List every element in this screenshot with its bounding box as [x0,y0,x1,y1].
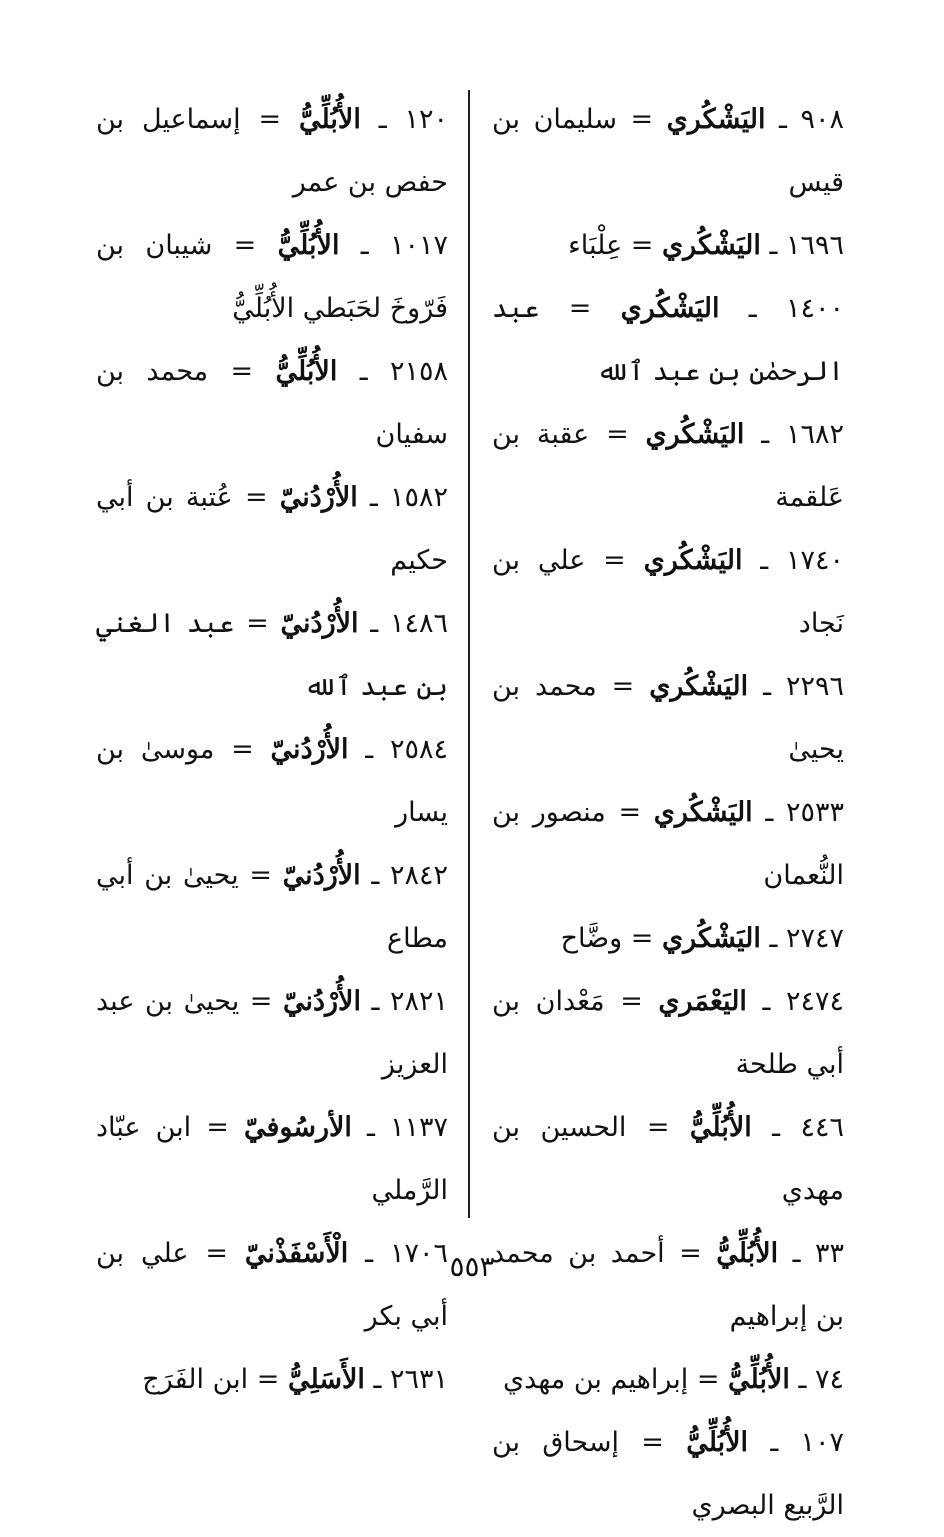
entry-number: ١٢٠ [404,104,448,135]
entry-separator: ـ [360,104,405,135]
entry-separator: ـ [742,545,786,576]
index-entry [96,340,448,466]
index-entry [96,592,448,718]
entry-nisba: الأُبُلِّيُّ [298,104,361,135]
entry-name: = عقبة بن عَلقمة [492,419,844,513]
entry-nisba: الأُبُلِّيُّ [728,1364,790,1395]
entry-name: = مَعْدان بن أبي طلحة [492,986,844,1080]
entry-number: ٢٦٣١ [389,1364,448,1395]
entry-separator: ـ [360,860,390,891]
entry-separator: ـ [348,734,390,765]
entry-separator: ـ [778,1238,815,1269]
entry-name: = عبد الغني بن عبد ٱلله [96,608,448,702]
index-entry [492,88,844,214]
entry-nisba: الأُرْدُنيّ [270,734,349,765]
index-entry [492,1222,844,1348]
entry-name: = إسحاق بن الرَّبيع البصري [492,1427,844,1521]
index-entry [492,403,844,529]
entry-number: ٢٢٩٦ [785,671,844,702]
entry-name: = يحيىٰ بن أبي مطاع [96,860,448,954]
entry-number: ١٧٤٠ [785,545,844,576]
entry-number: ١٤٨٦ [390,608,449,639]
entry-name: = علي بن أبي بكر [96,1238,448,1332]
entry-number: ٢٨٤٢ [390,860,449,891]
index-entry [492,214,844,277]
entry-separator: ـ [760,230,786,261]
index-entry [492,781,844,907]
entry-name: = ابن الفَرَج [142,1364,288,1395]
entry-nisba: الأُرْدُنيّ [280,608,359,639]
entry-separator: ـ [789,1364,815,1395]
entry-number: ٣٣ [815,1238,845,1269]
entry-name: = علي بن نَجاد [492,545,844,639]
entry-separator: ـ [357,482,390,513]
entry-separator: ـ [748,671,786,702]
entry-nisba: الأُرْدُنيّ [282,860,361,891]
index-entry [96,1096,448,1222]
entry-name: = عُتبة بن أبي حكيم [96,482,448,576]
page-number: ٥٥٣ [449,1250,495,1283]
entry-nisba: الأُرْدُنيّ [279,482,358,513]
entry-name: = سليمان بن قيس [492,104,844,198]
entry-number: ١١٣٧ [389,1112,448,1143]
entry-number: ٩٠٨ [800,104,844,135]
entry-separator: ـ [744,419,786,450]
entry-number: ١٦٩٦ [785,230,844,261]
entry-number: ٢٨٢١ [390,986,449,1017]
entry-separator: ـ [360,986,390,1017]
entry-separator: ـ [760,923,786,954]
entry-number: ١٠١٧ [389,230,448,261]
entry-separator: ـ [337,356,390,387]
entry-name: = وضَّاح [560,923,662,954]
index-column-left [96,88,448,1411]
entry-name: = منصور بن النُّعمان [492,797,844,891]
entry-name: = محمد بن سفيان [96,356,448,450]
entry-nisba: اليَشْكُري [645,419,745,450]
entry-number: ١٧٠٦ [390,1238,449,1269]
entry-nisba: الأُبُلِّيُّ [275,356,338,387]
index-entry [96,1222,448,1348]
entry-separator: ـ [351,1112,390,1143]
index-entry [492,970,844,1096]
entry-number: ٢٧٤٧ [785,923,844,954]
entry-nisba: الأُبُلِّيُّ [277,230,340,261]
entry-number: ٢٤٧٤ [785,986,844,1017]
entry-nisba: الأرسُوفيّ [243,1112,352,1143]
entry-number: ٢١٥٨ [389,356,448,387]
entry-separator: ـ [339,230,390,261]
entry-number: ٧٤ [814,1364,844,1395]
index-entry [96,844,448,970]
index-entry [492,907,844,970]
entry-name: = إبراهيم بن مهدي [503,1364,729,1395]
entry-nisba: الْأَسْفَذْنيّ [244,1238,349,1269]
entry-separator: ـ [364,1364,390,1395]
entry-name: = ابن عبّاد الرَّملي [96,1112,448,1206]
index-entry [96,1348,448,1411]
entry-number: ١٠٧ [800,1427,845,1458]
entry-number: ٤٤٦ [800,1112,845,1143]
entry-name: = الحسين بن مهدي [492,1112,844,1206]
index-entry [96,970,448,1096]
index-column-right [492,88,844,1537]
entry-separator: ـ [751,1112,801,1143]
entry-separator: ـ [765,104,801,135]
entry-nisba: اليَشْكُري [620,293,720,324]
index-entry [96,718,448,844]
entry-separator: ـ [752,797,786,828]
entry-separator: ـ [358,608,390,639]
index-entry [492,529,844,655]
entry-separator: ـ [748,1427,801,1458]
entry-nisba: الأَسَلِيُّ [287,1364,365,1395]
entry-nisba: اليَشْكُري [662,923,761,954]
entry-name: = عِلْبَاء [568,230,662,261]
entry-name: = أحمد بن محمد بن إبراهيم [492,1238,844,1332]
entry-nisba: الأُبُلِّيُّ [716,1238,779,1269]
entry-name: = يحيىٰ بن عبد العزيز [96,986,448,1080]
entry-number: ٢٥٣٣ [785,797,844,828]
index-entry [96,466,448,592]
entry-name: = محمد بن يحيىٰ [492,671,844,765]
entry-separator: ـ [746,986,786,1017]
index-entry [96,88,448,214]
entry-nisba: اليَعْمَري [658,986,747,1017]
entry-separator: ـ [719,293,786,324]
index-entry [492,1411,844,1537]
entry-nisba: اليَشْكُري [649,671,749,702]
entry-name: = عبد الرحمٰن بن عبد ٱلله [492,293,844,387]
entry-number: ١٥٨٢ [389,482,448,513]
entry-name: = إسماعيل بن حفص بن عمر [96,104,448,198]
index-entry [96,214,448,340]
entry-nisba: الأُبُلِّيُّ [689,1112,752,1143]
index-entry [492,277,844,403]
entry-number: ١٤٠٠ [785,293,844,324]
entry-number: ١٦٨٢ [785,419,844,450]
index-entry [492,655,844,781]
entry-separator: ـ [348,1238,390,1269]
entry-nisba: اليَشْكُري [653,797,753,828]
entry-nisba: اليَشْكُري [643,545,743,576]
entry-nisba: الأُبُلِّيُّ [686,1427,749,1458]
entry-number: ٢٥٨٤ [389,734,448,765]
entry-name: = شيبان بن فَرّوخَ لحَبَطي الأُبُلِّيُّ [96,230,448,324]
column-divider [468,90,470,1218]
index-entry [492,1348,844,1411]
index-entry [492,1096,844,1222]
entry-nisba: اليَشْكُري [662,230,761,261]
entry-nisba: الأُرْدُنيّ [282,986,361,1017]
entry-name: = موسىٰ بن يسار [96,734,448,828]
entry-nisba: اليَشْكُري [666,104,766,135]
